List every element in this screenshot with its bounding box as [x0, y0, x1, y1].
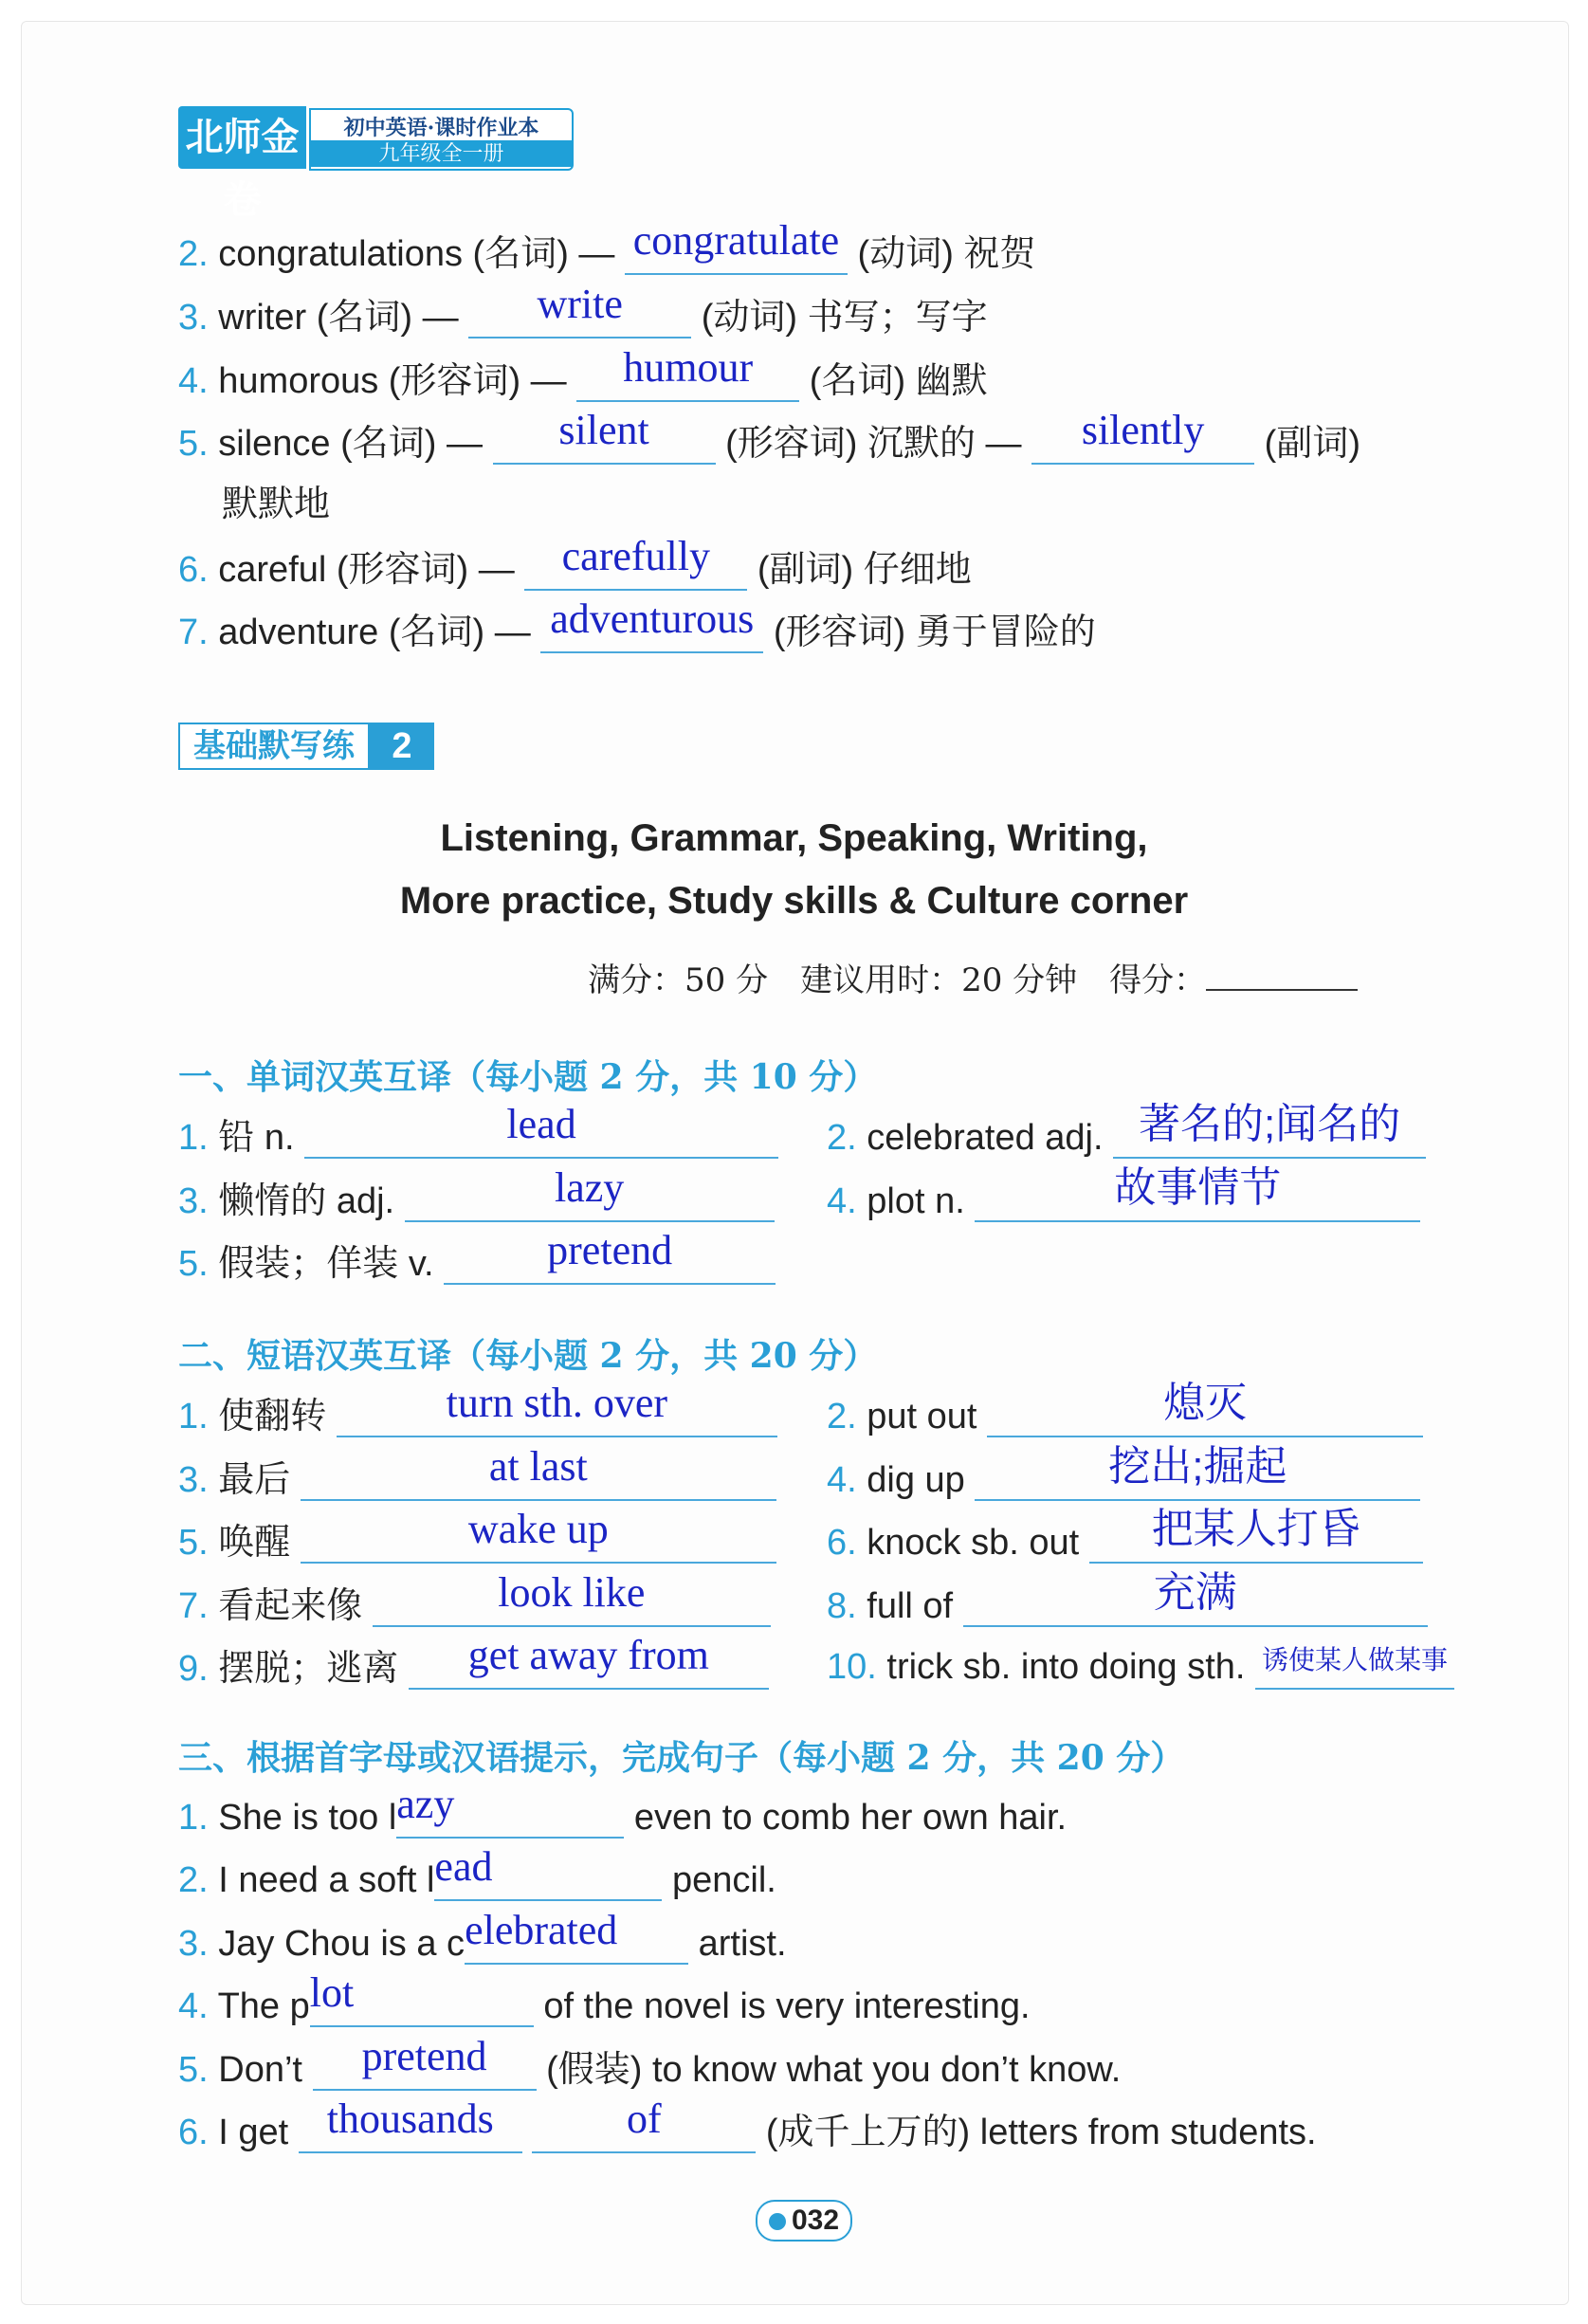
answer-blank[interactable]: azy: [396, 1795, 624, 1839]
sec2-item-7: 7. 看起来像 look like: [178, 1583, 771, 1627]
sec3-item-4: 4. The plot of the novel is very interesting.: [178, 1969, 1031, 2026]
sec1-item-3: 3. 懒惰的 adj. lazy: [178, 1179, 775, 1222]
answer-blank[interactable]: thousands: [299, 2110, 522, 2153]
answer-blank[interactable]: 充满: [963, 1583, 1428, 1627]
unit-title-line2: More practice, Study skills & Culture corner: [399, 880, 1189, 922]
sec1-item-2: 2. celebrated adj. 著名的;闻名的: [827, 1115, 1426, 1159]
answer-blank[interactable]: silently: [1031, 421, 1254, 465]
answer-blank[interactable]: congratulate: [625, 231, 848, 275]
answer-blank[interactable]: 诱使某人做某事: [1255, 1646, 1454, 1690]
wordform-item-3: 3. writer (名词) — write (动词) 书写；写字: [178, 281, 988, 338]
answer-blank[interactable]: 挖出;掘起: [975, 1457, 1420, 1501]
logo-mark: 北师金卷: [178, 106, 306, 169]
wordform-item-7: 7. adventure (名词) — adventurous (形容词) 勇于冒险的: [178, 595, 1096, 652]
wordform-item-5: 5. silence (名词) — silent (形容词) 沉默的 — silently (副词): [178, 407, 1360, 464]
sec3-item-2: 2. I need a soft lead pencil.: [178, 1843, 776, 1900]
sec1-heading: 一、单词汉英互译（每小题 2 分，共 10 分）: [178, 1057, 878, 1097]
answer-blank[interactable]: turn sth. over: [337, 1394, 777, 1437]
sec3-item-5: 5. Don’t pretend (假装) to know what you don’t know.: [178, 2033, 1122, 2090]
sec3-item-1: 1. She is too lazy even to comb her own hair.: [178, 1781, 1068, 1838]
sec2-item-9: 9. 摆脱；逃离 get away from: [178, 1646, 769, 1690]
wordform-item-2: 2. congratulations (名词) — congratulate (动词) 祝贺: [178, 217, 1036, 274]
answer-blank[interactable]: lot: [310, 1984, 534, 2027]
sec2-heading: 二、短语汉英互译（每小题 2 分，共 20 分）: [178, 1336, 878, 1376]
sec2-item-5: 5. 唤醒 wake up: [178, 1520, 776, 1564]
answer-blank[interactable]: write: [468, 295, 691, 339]
answer-blank[interactable]: elebrated: [465, 1921, 688, 1965]
sec3-heading: 三、根据首字母或汉语提示，完成句子（每小题 2 分，共 20 分）: [178, 1738, 1185, 1778]
answer-blank[interactable]: lazy: [405, 1179, 775, 1222]
series-line1: 初中英语·课时作业本: [343, 116, 539, 140]
answer-blank[interactable]: humour: [576, 358, 799, 402]
page-number: 032: [756, 2200, 852, 2242]
answer-blank[interactable]: lead: [304, 1115, 778, 1159]
sec2-item-2: 2. put out 熄灭: [827, 1394, 1423, 1437]
answer-blank[interactable]: 著名的;闻名的: [1113, 1115, 1426, 1159]
sec2-item-8: 8. full of 充满: [827, 1583, 1428, 1627]
section-badge: 基础默写练 2: [178, 723, 434, 770]
answer-blank[interactable]: 把某人打昏: [1089, 1520, 1423, 1564]
series-label: [309, 108, 574, 171]
series-logo: [178, 106, 572, 222]
sec1-item-4: 4. plot n. 故事情节: [827, 1179, 1420, 1222]
sec1-item-1: 1. 铅 n. lead: [178, 1115, 778, 1159]
sec3-item-6: 6. I get thousands of (成千上万的) letters from students.: [178, 2095, 1317, 2152]
sec2-item-4: 4. dig up 挖出;掘起: [827, 1457, 1420, 1501]
answer-blank[interactable]: ead: [434, 1857, 662, 1901]
sec2-item-1: 1. 使翻转 turn sth. over: [178, 1394, 777, 1437]
sec2-item-10: 10. trick sb. into doing sth. $^{诱使某人做某事}$: [827, 1646, 1454, 1690]
sec3-item-3: 3. Jay Chou is a celebrated artist.: [178, 1907, 787, 1964]
bullet-icon: [769, 2213, 786, 2230]
answer-blank[interactable]: wake up: [301, 1520, 776, 1564]
wordform-item-6: 6. careful (形容词) — carefully (副词) 仔细地: [178, 533, 972, 590]
answer-blank[interactable]: 熄灭: [987, 1394, 1423, 1437]
answer-blank[interactable]: adventurous: [540, 610, 763, 653]
answer-blank[interactable]: get away from: [409, 1646, 769, 1690]
answer-blank[interactable]: silent: [493, 421, 716, 465]
answer-blank[interactable]: pretend: [444, 1241, 776, 1285]
score-line: 满分：50 分 建议用时：20 分钟 得分：: [588, 954, 1358, 1000]
answer-blank[interactable]: pretend: [313, 2047, 537, 2091]
sec2-item-6: 6. knock sb. out 把某人打昏: [827, 1520, 1423, 1564]
answer-blank[interactable]: carefully: [524, 547, 747, 591]
wordform-item-4: 4. humorous (形容词) — humour (名词) 幽默: [178, 344, 988, 401]
answer-blank[interactable]: 故事情节: [975, 1179, 1420, 1222]
wordform-item-5-cont: 默默地: [222, 485, 331, 524]
answer-blank[interactable]: at last: [301, 1457, 776, 1501]
sec2-item-3: 3. 最后 at last: [178, 1457, 776, 1501]
answer-blank[interactable]: look like: [373, 1583, 771, 1627]
unit-title-line1: Listening, Grammar, Speaking, Writing,: [440, 817, 1148, 859]
sec1-item-5: 5. 假装；佯装 v. pretend: [178, 1241, 776, 1285]
score-blank[interactable]: [1206, 955, 1358, 991]
answer-blank[interactable]: of: [532, 2110, 756, 2153]
series-line2: 九年级全一册: [311, 140, 572, 167]
